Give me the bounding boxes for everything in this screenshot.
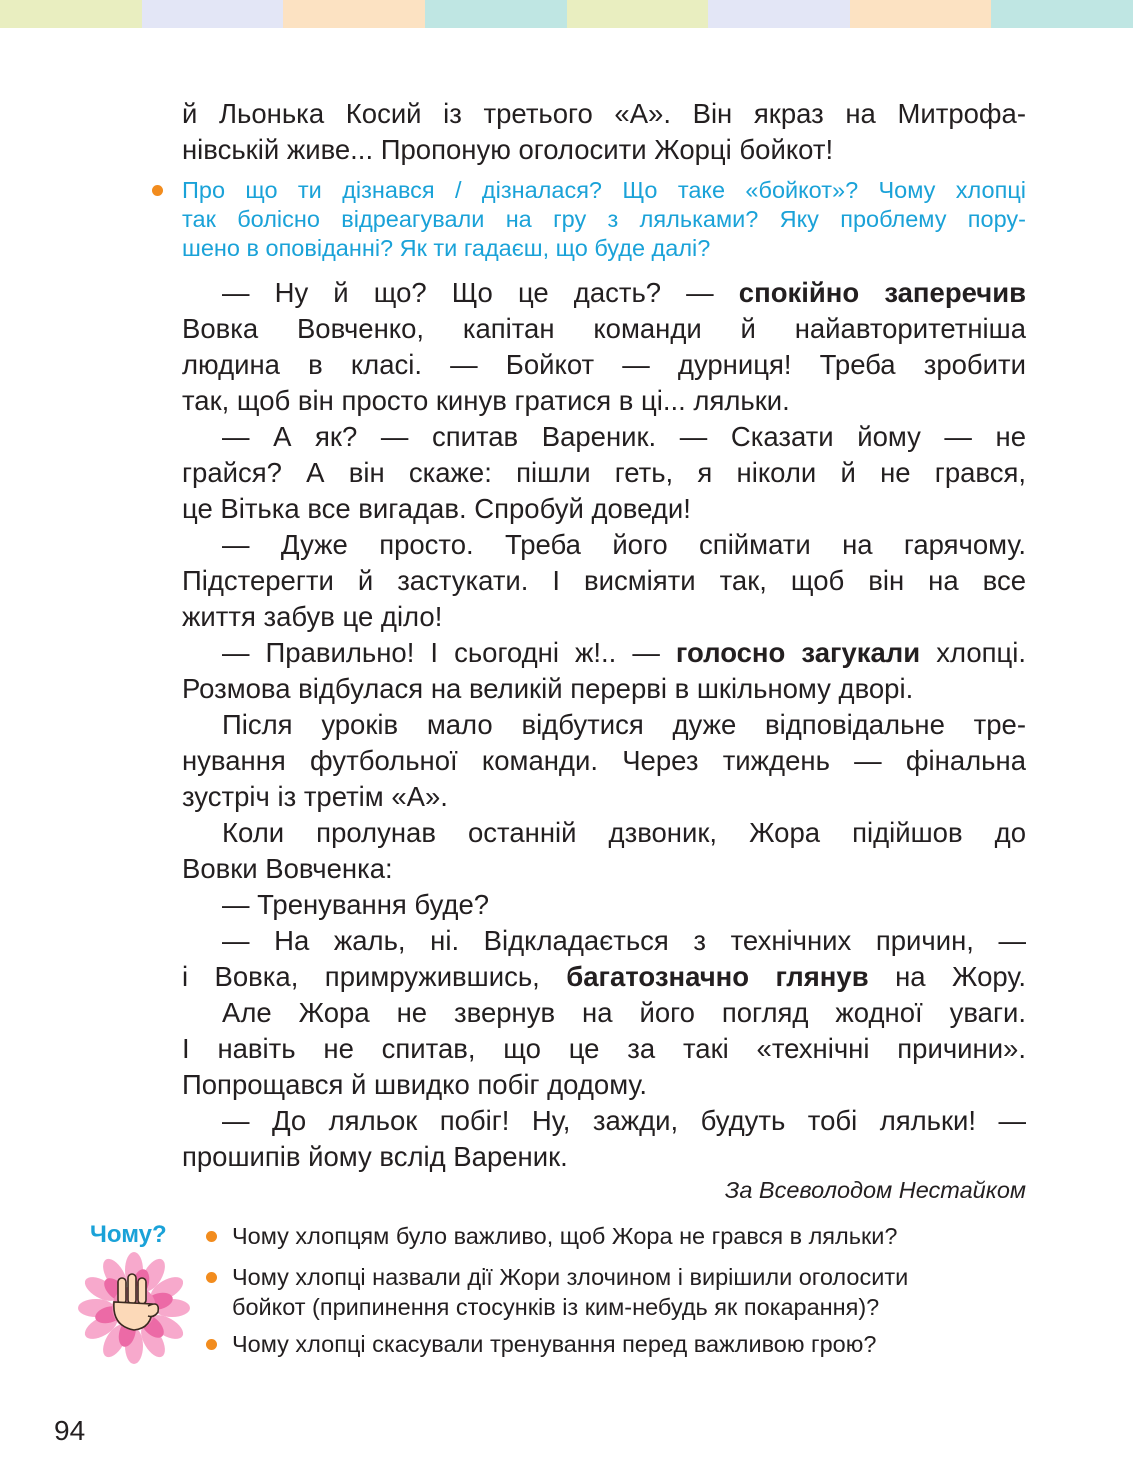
text-span: — Ну й що? Що це дасть? — <box>222 277 739 308</box>
question-text: Чому хлопцям було важливо, щоб Жора не грався в ляльки? <box>232 1223 898 1249</box>
bold-phrase: голосно загукали <box>675 637 921 668</box>
text-line: Після уроків мало відбутися дуже відповідальне тре- <box>222 709 1026 740</box>
text-line: Підстерегти й застукати. І висміяти так, щоб він на все <box>182 565 1026 596</box>
text-line: життя забув це діло! <box>182 601 443 632</box>
text-line: — А як? — спитав Вареник. — Сказати йому — не <box>222 421 1026 452</box>
text-line: Попрощався й швидко побіг додому. <box>182 1069 648 1100</box>
top-bar-segment <box>0 0 142 28</box>
top-bar-segment <box>283 0 425 28</box>
top-bar-segment <box>850 0 992 28</box>
question-text: бойкот (припинення стосунків із ким-небудь як покарання)? <box>232 1294 880 1320</box>
text-line: — На жаль, ні. Відкладається з технічних причин, — <box>222 925 1026 956</box>
text-line: — Дуже просто. Треба його спіймати на гарячому. <box>222 529 1026 560</box>
text-line <box>182 275 1026 311</box>
text-line: Вовка Вовченко, капітан команди й найавторитетніша <box>182 313 1026 344</box>
text-line: нування футбольної команди. Через тиждень — фінальна <box>182 745 1026 776</box>
text-line: зустріч із третім «А». <box>182 781 448 812</box>
attribution: За Всеволодом Нестайком <box>724 1177 1026 1203</box>
page-number: 94 <box>54 1415 86 1446</box>
text-line <box>182 635 1026 671</box>
bold-phrase: спокійно заперечив <box>738 277 1026 308</box>
text-line: й Льонька Косий із третього «А». Він якраз на Митрофа- <box>182 98 1026 129</box>
why-section-label: Чому? <box>90 1221 167 1248</box>
why-question <box>232 1329 1032 1359</box>
bullet-dot-icon <box>152 185 163 196</box>
text-line: Розмова відбулася на великій перерві в шкільному дворі. <box>182 673 914 704</box>
text-line: грайся? А він скаже: пішли геть, я ніколи й не грався, <box>182 457 1026 488</box>
bullet-dot-icon <box>206 1339 217 1350</box>
text-line: — Тренування буде? <box>222 889 490 920</box>
intro-paragraph <box>182 96 1026 168</box>
text-line: Коли пролунав останній дзвоник, Жора підійшов до <box>222 817 1026 848</box>
flower-hand-icon <box>78 1252 190 1364</box>
why-question <box>232 1221 1032 1251</box>
top-color-bar <box>0 0 1133 28</box>
top-bar-segment <box>142 0 284 28</box>
discussion-questions <box>182 176 1026 263</box>
text-line: — До ляльок побіг! Ну, зажди, будуть тобі ляльки! — <box>222 1105 1026 1136</box>
top-bar-segment <box>425 0 567 28</box>
top-bar-segment <box>991 0 1133 28</box>
question-text: Чому хлопці назвали дії Жори злочином і вирішили оголосити <box>232 1264 909 1290</box>
text-line: І навіть не спитав, що це за такі «технічні причини». <box>182 1033 1026 1064</box>
text-line <box>182 959 1026 995</box>
story-text <box>182 275 1026 1175</box>
top-bar-segment <box>708 0 850 28</box>
bold-phrase: багатозначно глянув <box>566 961 869 992</box>
text-span: хлопці. <box>920 637 1026 668</box>
bullet-dot-icon <box>206 1272 217 1283</box>
text-line: нівській живе... Пропоную оголосити Жорці бойкот! <box>182 134 834 165</box>
text-line: це Вітька все вигадав. Спробуй доведи! <box>182 493 691 524</box>
text-line: Але Жора не звернув на його погляд жодної уваги. <box>222 997 1026 1028</box>
text-span: і Вовка, примружившись, <box>182 961 567 992</box>
question-line: Про що ти дізнався / дізналася? Що таке «бойкот»? Чому хлопці <box>182 177 1026 203</box>
text-line: людина в класі. — Бойкот — дурниця! Треба зробити <box>182 349 1026 380</box>
text-span: — Правильно! І сьогодні ж!.. — <box>222 637 676 668</box>
top-bar-segment <box>567 0 709 28</box>
question-line: шено в оповіданні? Як ти гадаєш, що буде далі? <box>182 235 711 261</box>
question-text: Чому хлопці скасували тренування перед важливою грою? <box>232 1331 877 1357</box>
question-line: так болісно відреагували на гру з ляльками? Яку проблему пору- <box>182 206 1026 232</box>
why-question <box>232 1262 1032 1322</box>
text-line: так, щоб він просто кинув гратися в ці... ляльки. <box>182 385 790 416</box>
text-span: на Жору. <box>868 961 1026 992</box>
text-line: прошипів йому вслід Вареник. <box>182 1141 568 1172</box>
text-line: Вовки Вовченка: <box>182 853 393 884</box>
bullet-dot-icon <box>206 1231 217 1242</box>
